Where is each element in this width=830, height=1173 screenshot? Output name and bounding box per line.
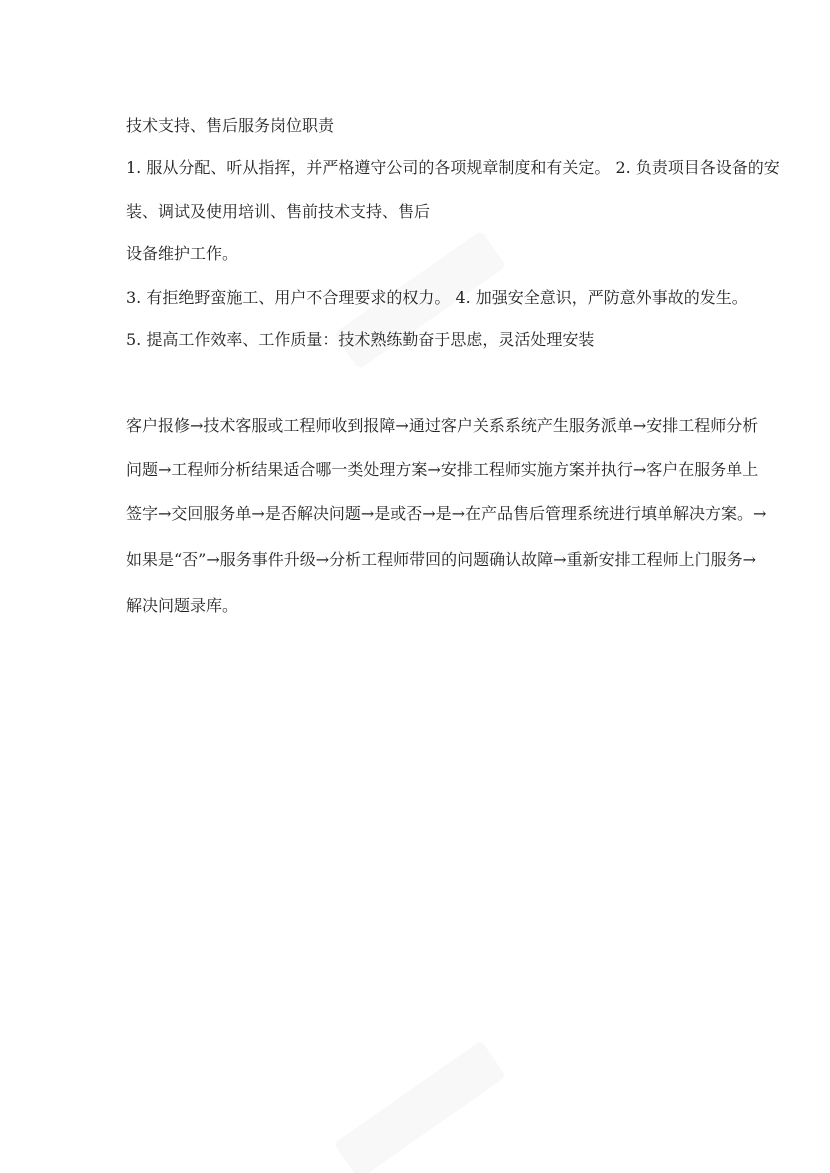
duty-line: 3. 有拒绝野蛮施工、用户不合理要求的权力。 4. 加强安全意识，严防意外事故的发生。 bbox=[126, 288, 748, 307]
duty-line: 1. 服从分配、听从指挥，并严格遵守公司的各项规章制度和有关定。 2. 负责项目各设备的安 bbox=[126, 158, 780, 177]
duty-line: 装、调试及使用培训、售前技术支持、售后 bbox=[126, 202, 431, 221]
duty-line: 5. 提高工作效率、工作质量：技术熟练勤奋于思虑，灵活处理安装 bbox=[126, 330, 595, 349]
process-line: 解决问题录库。 bbox=[126, 596, 239, 615]
process-line: 签字→交回服务单→是否解决问题→是或否→是→在产品售后管理系统进行填单解决方案。→ bbox=[126, 504, 767, 523]
process-line: 客户报修→技术客服或工程师收到报障→通过客户关系系统产生服务派单→安排工程师分析 bbox=[126, 416, 759, 435]
process-line: 问题→工程师分析结果适合哪一类处理方案→安排工程师实施方案并执行→客户在服务单上 bbox=[126, 460, 759, 479]
duty-line: 设备维护工作。 bbox=[126, 244, 239, 263]
document-title: 技术支持、售后服务岗位职责 bbox=[126, 116, 335, 135]
process-line: 如果是“否”→服务事件升级→分析工程师带回的问题确认故障→重新安排工程师上门服务→ bbox=[126, 550, 756, 569]
